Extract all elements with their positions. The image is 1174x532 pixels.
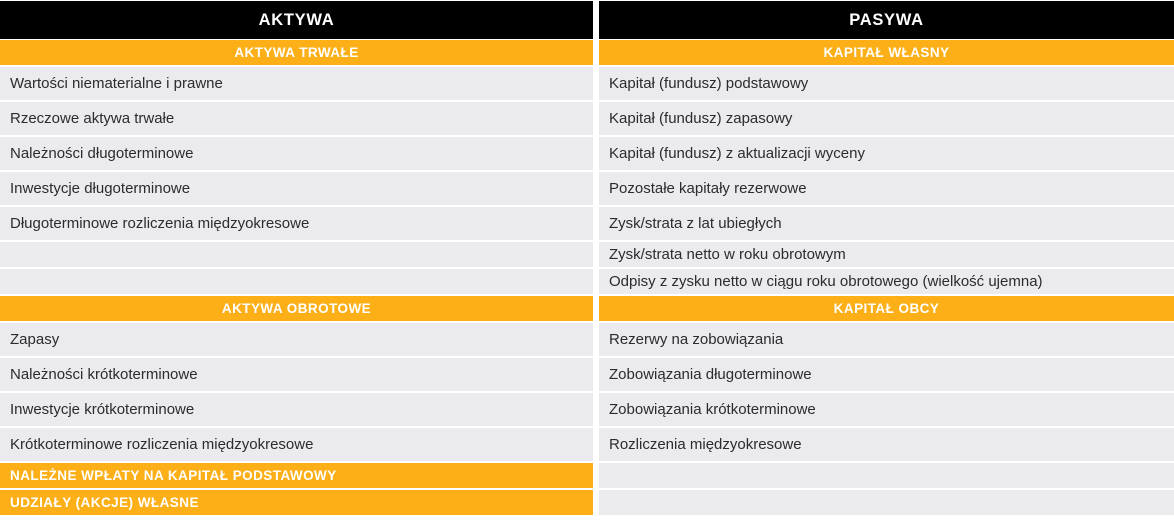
- assets-item: Należności krótkoterminowe: [0, 358, 593, 391]
- table-row: [0, 358, 1174, 393]
- section-header-foreign-capital: KAPITAŁ OBCY: [599, 296, 1174, 321]
- section-header-own-shares: UDZIAŁY (AKCJE) WŁASNE: [0, 490, 593, 515]
- liabilities-item: Zysk/strata z lat ubiegłych: [599, 207, 1174, 240]
- section-band-row: [0, 296, 1174, 323]
- assets-item-empty: [0, 269, 593, 294]
- table-row: [0, 269, 1174, 296]
- column-header-assets: AKTYWA: [0, 1, 593, 39]
- assets-item: Zapasy: [0, 323, 593, 356]
- footer-band-row: [0, 463, 1174, 490]
- assets-item: Długoterminowe rozliczenia międzyokresowe: [0, 207, 593, 240]
- assets-item: Inwestycje długoterminowe: [0, 172, 593, 205]
- liabilities-item: Kapitał (fundusz) z aktualizacji wyceny: [599, 137, 1174, 170]
- section-header-called-up-capital: NALEŻNE WPŁATY NA KAPITAŁ PODSTAWOWY: [0, 463, 593, 488]
- liabilities-item: Zobowiązania długoterminowe: [599, 358, 1174, 391]
- assets-item: Inwestycje krótkoterminowe: [0, 393, 593, 426]
- table-header-row: [0, 0, 1174, 40]
- assets-item: Wartości niematerialne i prawne: [0, 67, 593, 100]
- table-row: [0, 67, 1174, 102]
- liabilities-item-empty: [599, 463, 1174, 488]
- liabilities-item: Kapitał (fundusz) podstawowy: [599, 67, 1174, 100]
- liabilities-item-empty: [599, 490, 1174, 515]
- assets-item-empty: [0, 242, 593, 267]
- liabilities-item: Odpisy z zysku netto w ciągu roku obrotowego (wielkość ujemna): [599, 269, 1174, 294]
- liabilities-item: Zysk/strata netto w roku obrotowym: [599, 242, 1174, 267]
- table-row: [0, 102, 1174, 137]
- section-band-row: [0, 40, 1174, 67]
- column-header-liabilities: PASYWA: [599, 1, 1174, 39]
- assets-item: Krótkoterminowe rozliczenia międzyokresowe: [0, 428, 593, 461]
- liabilities-item: Rozliczenia międzyokresowe: [599, 428, 1174, 461]
- section-header-equity: KAPITAŁ WŁASNY: [599, 40, 1174, 65]
- assets-item: Należności długoterminowe: [0, 137, 593, 170]
- assets-item: Rzeczowe aktywa trwałe: [0, 102, 593, 135]
- footer-band-row: [0, 490, 1174, 517]
- liabilities-item: Zobowiązania krótkoterminowe: [599, 393, 1174, 426]
- section-header-assets-fixed: AKTYWA TRWAŁE: [0, 40, 593, 65]
- liabilities-item: Kapitał (fundusz) zapasowy: [599, 102, 1174, 135]
- table-row: [0, 242, 1174, 269]
- table-row: [0, 393, 1174, 428]
- liabilities-item: Pozostałe kapitały rezerwowe: [599, 172, 1174, 205]
- section-header-assets-current: AKTYWA OBROTOWE: [0, 296, 593, 321]
- table-row: [0, 137, 1174, 172]
- table-row: [0, 428, 1174, 463]
- liabilities-item: Rezerwy na zobowiązania: [599, 323, 1174, 356]
- table-row: [0, 172, 1174, 207]
- table-row: [0, 323, 1174, 358]
- table-row: [0, 207, 1174, 242]
